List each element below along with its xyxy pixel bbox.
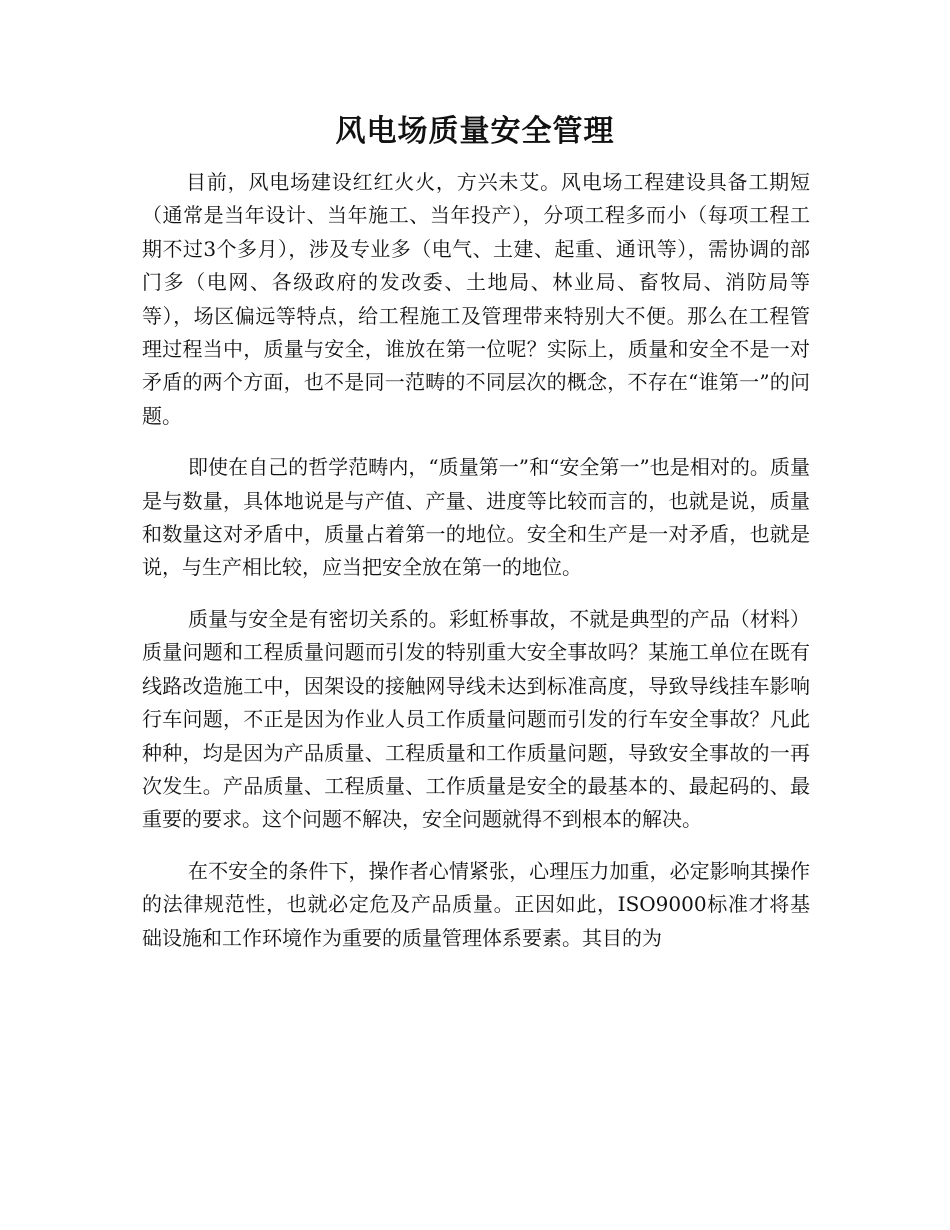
paragraph-4: 在不安全的条件下，操作者心情紧张，心理压力加重，必定影响其操作的法律规范性，也就必定危及产品质量。正因如此，ISO9000标准才将基础设施和工作环境作为重要的质量管理体系要素。其目的为 — [142, 858, 810, 950]
paragraph-3: 质量与安全是有密切关系的。彩虹桥事故，不就是典型的产品（材料）质量问题和工程质量问题而引发的特别重大安全事故吗？某施工单位在既有线路改造施工中，因架设的接触网导线未达到标准高度，导致导线挂车影响行车问题，不正是因为作业人员工作质量问题而引发的行车安全事故？凡此种种，均是因为产品质量、工程质量和工作质量问题，导致安全事故的一再次发生。产品质量、工程质量、工作质量是安全的最基本的、最起码的、最重要的要求。这个问题不解决，安全问题就得不到根本的解决。 — [142, 606, 810, 832]
paragraph-2: 即使在自己的哲学范畴内，“质量第一”和“安全第一”也是相对的。质量是与数量，具体地说是与产值、产量、进度等比较而言的，也就是说，质量和数量这对矛盾中，质量占着第一的地位。安全和生产是一对矛盾，也就是说，与生产相比较，应当把安全放在第一的地位。 — [142, 455, 810, 580]
document-body — [142, 166, 810, 973]
paragraph-1: 目前，风电场建设红红火火，方兴未艾。风电场工程建设具备工期短（通常是当年设计、当年施工、当年投产），分项工程多而小（每项工程工期不过3个多月），涉及专业多（电气、土建、起重、通讯等），需协调的部门多（电网、各级政府的发改委、土地局、林业局、畜牧局、消防局等等），场区偏远等特点，给工程施工及管理带来特别大不便。那么在工程管理过程当中，质量与安全，谁放在第一位呢？实际上，质量和安全不是一对矛盾的两个方面，也不是同一范畴的不同层次的概念，不存在“谁第一”的问题。 — [142, 170, 810, 428]
document-title: 风电场质量安全管理 — [335, 114, 615, 149]
